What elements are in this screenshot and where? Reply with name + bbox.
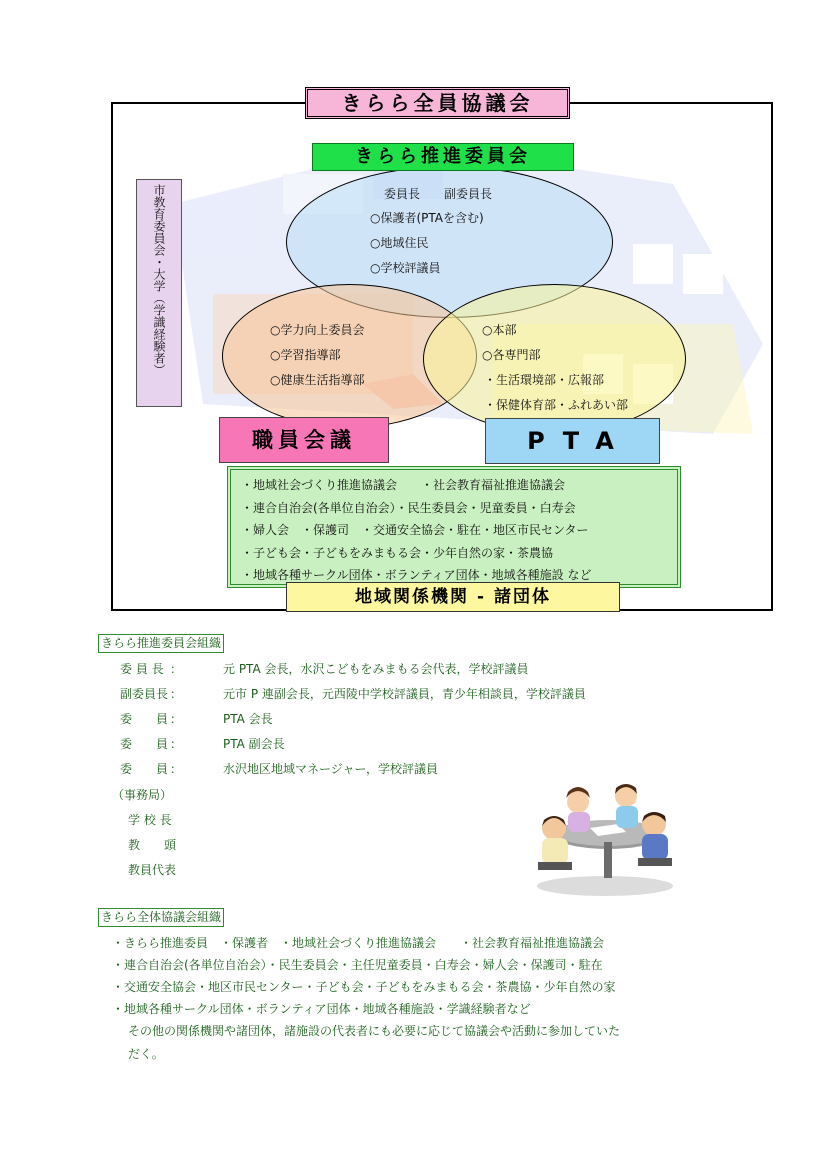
member-desc: 元 PTA 会長，水沢こどもをみまもる会代表，学校評議員 (223, 662, 529, 676)
list-item: ・交通安全協会・地区市民センター・子ども会・子どもをみまもる会・茶農協・少年自然の家 (112, 980, 616, 994)
list-item: ・保健体育部・ふれあい部 (484, 398, 629, 412)
member-colon: ： (170, 737, 183, 751)
committee-chair-heading: 委員長 副委員長 (384, 187, 493, 201)
list-item: ・連合自治会(各単位自治会）・民生委員会・児童委員・白寿会 (241, 500, 576, 515)
note-line: その他の関係機関や諸団体，諸施設の代表者にも必要に応じて協議会や活動に参加していた (128, 1024, 621, 1038)
member-role: 委 員 (120, 737, 169, 751)
list-item: ○地域住民 (370, 236, 429, 250)
board-of-education-box: 市教育委員会・大学（学識経験者） (136, 179, 182, 407)
member-colon: ： (170, 712, 183, 726)
member-role: 委 員 (120, 762, 169, 776)
community-organizations-box (227, 466, 681, 588)
member-colon: ： (170, 762, 183, 776)
note-line: だく。 (128, 1047, 164, 1061)
list-item: ・地域各種サークル団体・ボランティア団体・地域各種施設 など (241, 568, 592, 582)
list-item: ○保護者(PTAを含む) (370, 211, 484, 225)
community-organizations-title: 地域関係機関 - 諸団体 (286, 582, 620, 612)
list-item: ○本部 (482, 323, 517, 337)
member-desc: 水沢地区地域マネージャー，学校評議員 (223, 762, 439, 776)
member-colon: ： (170, 662, 183, 676)
member-colon: ： (170, 687, 183, 701)
member-role: 委 員 長 (120, 662, 164, 676)
member-desc: PTA 副会長 (223, 737, 285, 751)
list-item: ・婦人会 ・保護司 ・交通安全協会・駐在・地区市民センター (241, 523, 589, 537)
list-item: ・きらら推進委員 ・保護者 ・地域社会づくり推進協議会 ・社会教育福祉推進協議会 (112, 936, 605, 950)
list-item: ○各専門部 (482, 348, 541, 362)
secretariat-member: 教 頭 (128, 838, 177, 852)
pta-title: PTA (485, 418, 660, 464)
secretariat-label: （事務局） (112, 788, 173, 802)
staff-meeting-title: 職員会議 (219, 417, 389, 463)
list-item: ○学校評議員 (370, 261, 441, 275)
suishin-iinkai-title: きらら推進委員会 (312, 143, 574, 171)
secretariat-member: 教員代表 (128, 863, 177, 877)
list-item: ○学習指導部 (270, 348, 341, 362)
member-desc: PTA 会長 (223, 712, 273, 726)
list-item: ・地域社会づくり推進協議会 ・社会教育福祉推進協議会 (241, 478, 566, 492)
zentai-kyogikai-title: きらら全員協議会 (305, 87, 570, 119)
meeting-people-illustration (530, 776, 680, 898)
list-item: ・子ども会・子どもをみまもる会・少年自然の家・茶農協 (241, 545, 554, 560)
member-role: 副委員長 (120, 687, 169, 701)
member-desc: 元市 P 連副会長，元西陵中学校評議員，青少年相談員，学校評議員 (223, 687, 586, 701)
list-item: ・生活環境部・広報部 (484, 373, 605, 387)
member-role: 委 員 (120, 712, 169, 726)
zentai-org-heading: きらら全体協議会組織 (98, 908, 224, 927)
list-item: ○学力向上委員会 (270, 323, 365, 337)
list-item: ・連合自治会(各単位自治会）・民生委員会・主任児童委員・白寿会・婦人会・保護司・駐在 (112, 958, 603, 972)
list-item: ○健康生活指導部 (270, 373, 365, 387)
suishin-org-heading: きらら推進委員会組織 (98, 634, 224, 653)
list-item: ・地域各種サークル団体・ボランティア団体・地域各種施設・学識経験者など (112, 1002, 531, 1016)
secretariat-member: 学 校 長 (128, 813, 172, 827)
